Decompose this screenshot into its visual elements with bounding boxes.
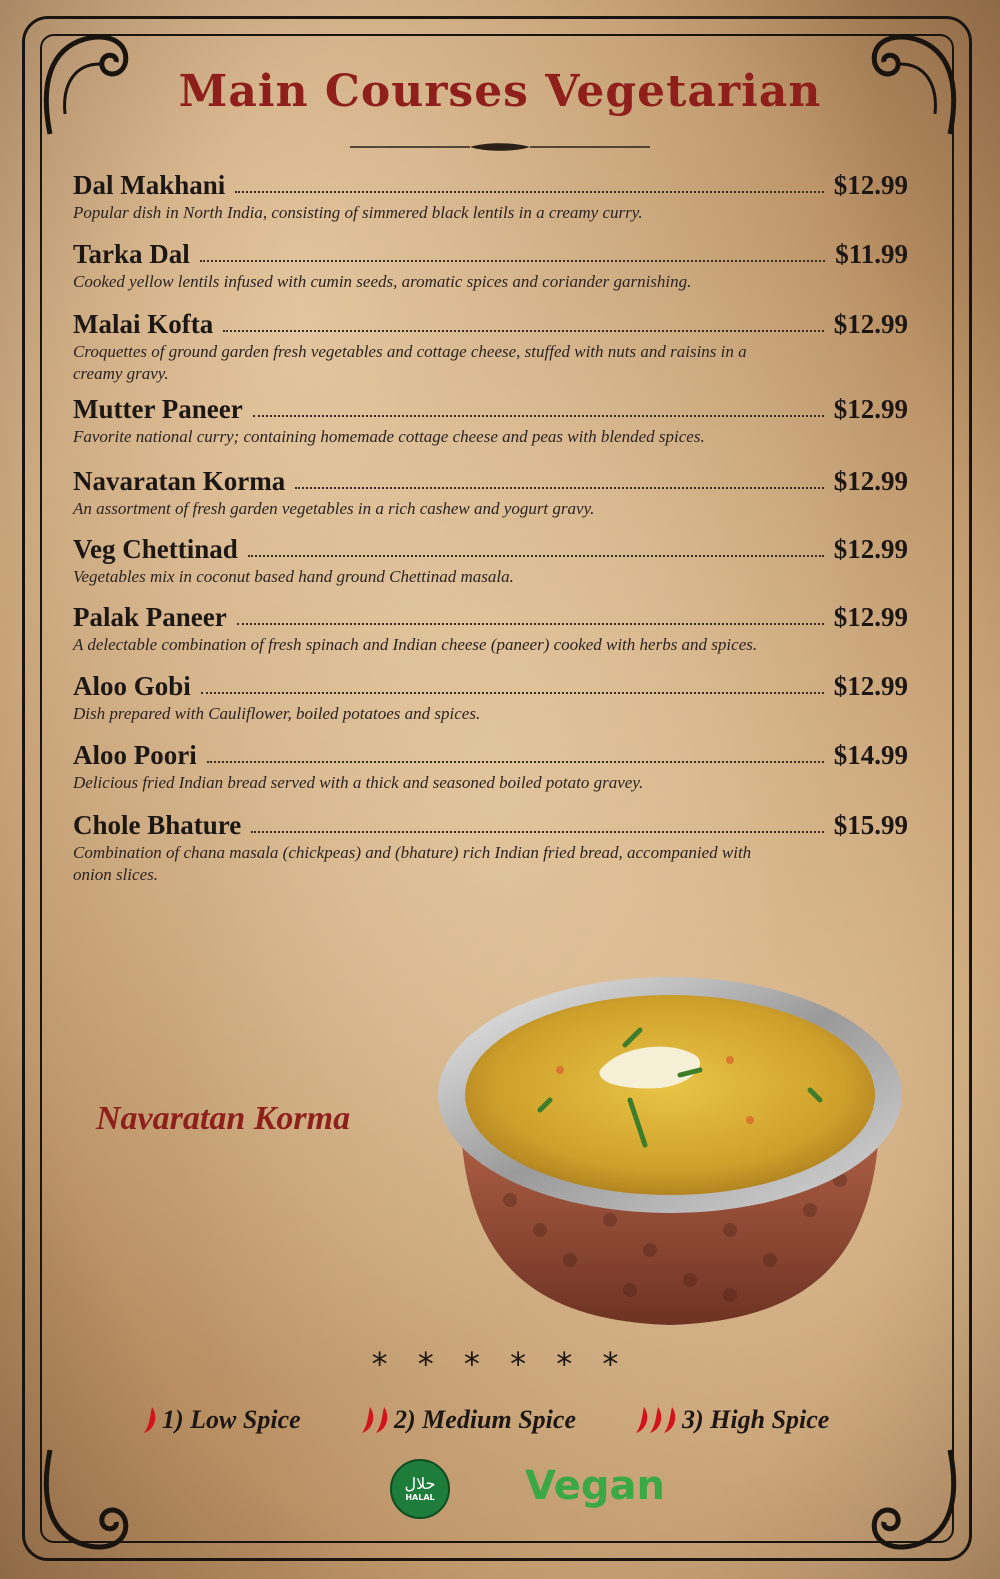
dot-leader <box>201 692 824 694</box>
dot-leader <box>237 623 824 625</box>
legend-medium-label: 2) Medium Spice <box>394 1405 576 1434</box>
spice-legend <box>140 1405 880 1449</box>
legend-high-spice <box>632 1405 829 1435</box>
item-name: Dal Makhani <box>73 170 226 200</box>
item-name: Navaratan Korma <box>73 466 286 496</box>
legend-medium-spice <box>358 1405 576 1435</box>
item-name: Palak Paneer <box>73 602 227 632</box>
menu-item <box>73 669 908 725</box>
dot-leader <box>207 761 824 763</box>
item-name: Chole Bhature <box>73 810 242 840</box>
dot-leader <box>251 831 823 833</box>
dot-leader <box>295 487 824 489</box>
item-description: Vegetables mix in coconut based hand ground Chettinad masala. <box>73 567 514 586</box>
item-description: Delicious fried Indian bread served with a thick and seasoned boiled potato gravey. <box>73 773 644 792</box>
dot-leader <box>253 415 824 417</box>
menu-item <box>73 738 908 794</box>
dot-leader <box>235 191 823 193</box>
legend-low-spice <box>140 1405 301 1435</box>
chili-icon <box>358 1405 386 1435</box>
item-price: $12.99 <box>833 309 908 339</box>
item-description: Cooked yellow lentils infused with cumin seeds, aromatic spices and coriander garnishing. <box>73 272 692 291</box>
halal-arabic-text: حلال <box>404 1474 436 1493</box>
halal-badge-icon <box>390 1459 450 1519</box>
menu-item <box>73 307 908 385</box>
menu-item <box>73 237 908 293</box>
decorative-stars: * * * * * * <box>371 1345 629 1383</box>
item-name: Malai Kofta <box>73 309 214 339</box>
vegan-badge: Vegan <box>525 1463 665 1509</box>
dot-leader <box>248 555 824 557</box>
item-name: Veg Chettinad <box>73 534 238 564</box>
chili-icon <box>140 1405 154 1435</box>
item-price: $12.99 <box>833 602 908 632</box>
item-description: Dish prepared with Cauliflower, boiled potatoes and spices. <box>73 704 481 723</box>
item-price: $12.99 <box>833 466 908 496</box>
halal-label: HALAL <box>405 1493 435 1502</box>
page-title: Main Courses Vegetarian <box>178 66 822 117</box>
menu-item <box>73 808 908 886</box>
curry-bowl-image <box>430 950 910 1340</box>
item-name: Mutter Paneer <box>73 394 243 424</box>
chili-icon <box>632 1405 674 1435</box>
menu-item <box>73 600 908 656</box>
title-divider-icon <box>350 142 650 152</box>
item-name: Aloo Gobi <box>73 671 191 701</box>
featured-dish-title: Navaratan Korma <box>96 1100 351 1137</box>
item-price: $12.99 <box>833 394 908 424</box>
item-price: $11.99 <box>835 239 908 269</box>
item-description: Popular dish in North India, consisting of simmered black lentils in a creamy curry. <box>73 203 643 222</box>
legend-high-label: 3) High Spice <box>682 1405 830 1434</box>
item-description: An assortment of fresh garden vegetables in a rich cashew and yogurt gravy. <box>73 499 595 518</box>
menu-item <box>73 392 908 448</box>
item-price: $12.99 <box>833 671 908 701</box>
item-price: $12.99 <box>833 170 908 200</box>
item-description: Favorite national curry; containing homemade cottage cheese and peas with blended spices. <box>73 427 705 446</box>
dot-leader <box>200 260 825 262</box>
menu-item <box>73 532 908 588</box>
item-price: $14.99 <box>833 740 908 770</box>
item-description: Combination of chana masala (chickpeas) and (bhature) rich Indian fried bread, accompanied with onion slices. <box>73 843 752 884</box>
item-description: A delectable combination of fresh spinach and Indian cheese (paneer) cooked with herbs and spices. <box>73 635 758 654</box>
dot-leader <box>223 330 824 332</box>
item-price: $15.99 <box>833 810 908 840</box>
item-name: Aloo Poori <box>73 740 197 770</box>
corner-flourish-icon <box>30 1440 150 1560</box>
item-price: $12.99 <box>833 534 908 564</box>
menu-item <box>73 464 908 520</box>
corner-flourish-icon <box>850 1440 970 1560</box>
legend-low-label: 1) Low Spice <box>162 1405 301 1434</box>
menu-item <box>73 168 908 224</box>
item-description: Croquettes of ground garden fresh vegetables and cottage cheese, stuffed with nuts and raisins in a creamy gravy. <box>73 342 747 383</box>
item-name: Tarka Dal <box>73 239 190 269</box>
